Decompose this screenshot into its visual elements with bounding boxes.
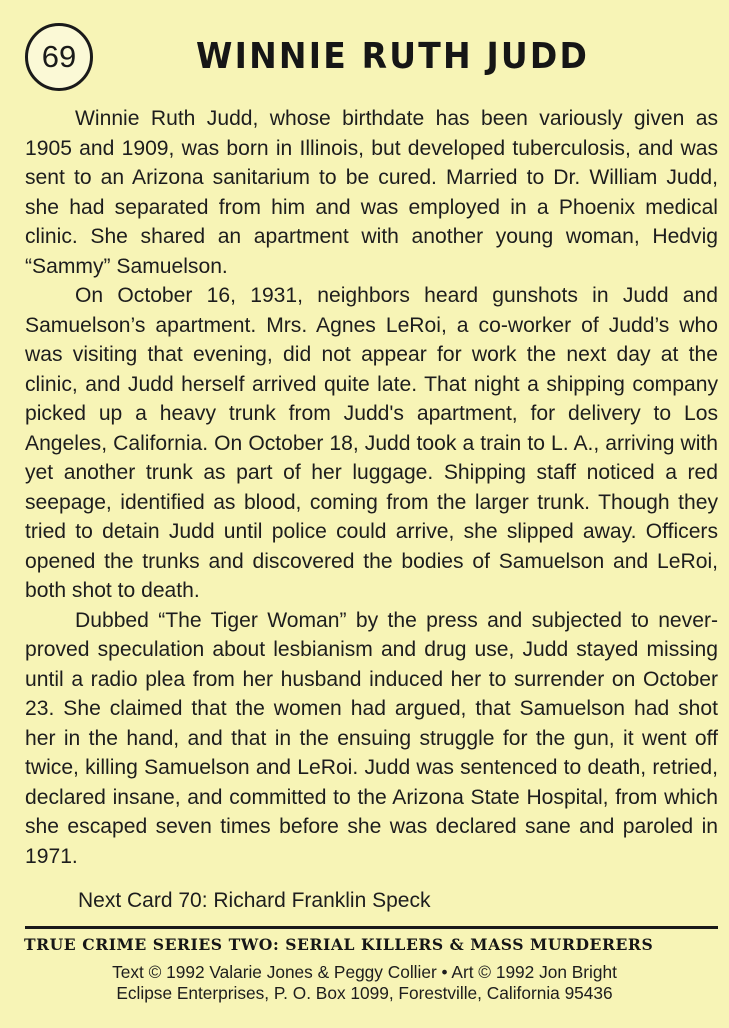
next-card-note: Next Card 70: Richard Franklin Speck [78, 889, 431, 912]
credit-line-address: Eclipse Enterprises, P. O. Box 1099, Forestville, California 95436 [116, 983, 613, 1003]
body-paragraph-1: Winnie Ruth Judd, whose birthdate has been variously given as 1905 and 1909, was born in Illinois, but developed tuberculosis, and was sent to an Arizona sanitarium to be cured. Married to Dr. William Judd, she had separated from him and was employed in a Phoenix medical clinic. She shared an apartment with another young woman, Hedvig “Sammy” Samuelson. [25, 107, 718, 278]
card-title: WINNIE RUTH JUDD [196, 34, 590, 77]
credit-line-copyright: Text © 1992 Valarie Jones & Peggy Collier • Art © 1992 Jon Bright [112, 962, 617, 982]
body-paragraph-2: On October 16, 1931, neighbors heard gunshots in Judd and Samuelson’s apartment. Mrs. Agnes LeRoi, a co-worker of Judd’s who was visiting that evening, did not appear for work the next day at the clinic, and Judd herself arrived quite late. That night a shipping company picked up a heavy trunk from Judd's apartment, for delivery to Los Angeles, California. On October 18, Judd took a train to L. A., arriving with yet another trunk as part of her luggage. Shipping staff noticed a red seepage, identified as blood, coming from the larger trunk. Though they tried to detain Judd until police could arrive, she slipped away. Officers opened the trunks and discovered the bodies of Samuelson and LeRoi, both shot to death. [25, 284, 718, 602]
card-number: 69 [41, 39, 77, 74]
series-title: TRUE CRIME SERIES TWO: SERIAL KILLERS & MASS MURDERERS [24, 935, 654, 954]
card-body [25, 104, 718, 871]
credits [0, 962, 729, 1004]
footer-divider [25, 926, 718, 929]
card-number-badge [25, 23, 93, 91]
body-paragraph-3: Dubbed “The Tiger Woman” by the press and subjected to never-proved speculation about lesbianism and drug use, Judd stayed missing until a radio plea from her husband induced her to surrender on October 23. She claimed that the women had argued, that Samuelson had shot her in the hand, and that in the ensuing struggle for the gun, it went off twice, killing Samuelson and LeRoi. Judd was sentenced to death, retried, declared insane, and committed to the Arizona State Hospital, from which she escaped seven times before she was declared sane and paroled in 1971. [25, 608, 718, 868]
